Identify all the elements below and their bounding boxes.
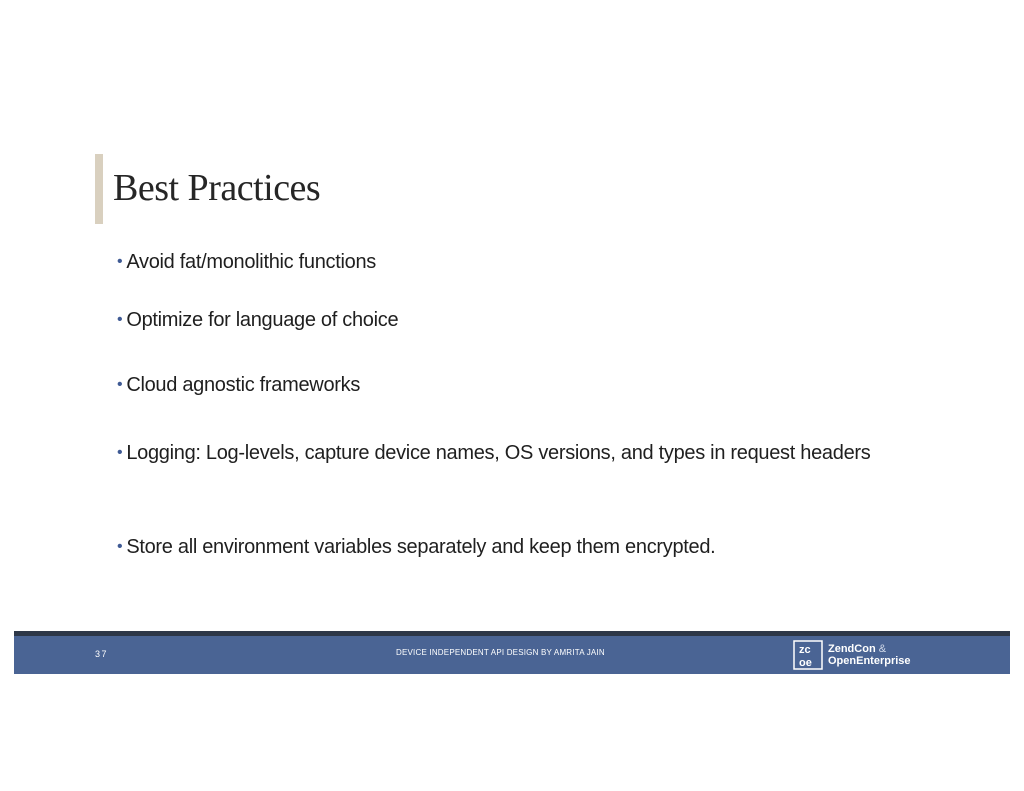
footer-caption: DEVICE INDEPENDENT API DESIGN BY AMRITA JAIN xyxy=(396,648,605,657)
bullet-dot-icon: • xyxy=(117,538,123,555)
svg-text:zc: zc xyxy=(799,644,811,656)
bullet-item xyxy=(117,250,907,274)
bullet-item xyxy=(117,373,907,397)
logo-ampersand: & xyxy=(878,643,887,655)
title-accent-bar xyxy=(95,154,103,224)
logo-wordmark xyxy=(828,643,911,667)
bullet-dot-icon: • xyxy=(117,253,123,270)
page-number: 37 xyxy=(95,649,109,659)
bullet-dot-icon: • xyxy=(117,376,123,393)
bullet-text: Optimize for language of choice xyxy=(126,309,399,331)
bullet-text: Cloud agnostic frameworks xyxy=(126,374,361,396)
bullet-item xyxy=(117,308,907,332)
bullet-item xyxy=(117,535,907,559)
bullet-dot-icon: • xyxy=(117,311,123,328)
logo-line2: OpenEnterprise xyxy=(828,655,911,667)
bullet-text: Avoid fat/monolithic functions xyxy=(126,251,376,273)
bullet-text: Store all environment variables separately and keep them encrypted. xyxy=(126,536,716,558)
bullet-dot-icon: • xyxy=(117,444,123,461)
zendcon-logo-icon xyxy=(793,640,823,670)
bullet-text: Logging: Log-levels, capture device names, OS versions, and types in request headers xyxy=(126,442,871,464)
logo-line1: ZendCon xyxy=(828,643,876,655)
slide-title: Best Practices xyxy=(113,167,321,209)
svg-text:oe: oe xyxy=(799,657,812,669)
bullet-item xyxy=(117,430,907,476)
zendcon-logo xyxy=(793,640,933,670)
